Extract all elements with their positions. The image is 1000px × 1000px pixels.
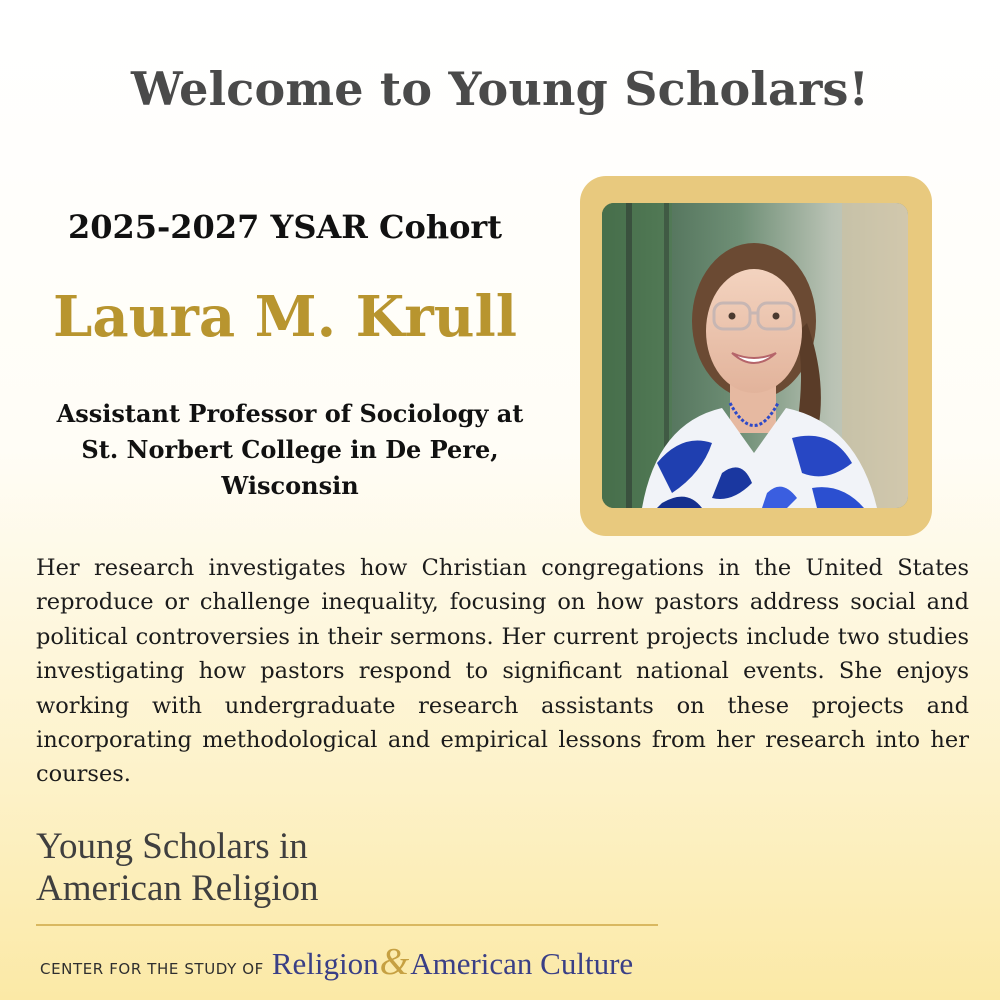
center-culture-text: American Culture: [410, 946, 634, 981]
portrait-photo: [602, 203, 908, 508]
page-title: Welcome to Young Scholars!: [131, 62, 869, 116]
scholar-bio: Her research investigates how Christian congregations in the United States reproduce or challenge inequality, focusing on how pastors address social and political controversies in their sermons. Her current projects include two studies investigating how pastors respond to significant national events. She enjoys working with undergraduate research assistants on these projects and incorporating methodological and empirical lessons from her research into her courses.: [36, 555, 969, 788]
footer-divider: [36, 924, 658, 926]
cohort-label: 2025-2027 YSAR Cohort: [67, 208, 503, 246]
program-name: [36, 826, 556, 910]
scholar-position: Assistant Professor of Sociology at St. Norbert College in De Pere, Wisconsin: [56, 399, 524, 500]
center-ampersand: &: [379, 941, 410, 983]
center-religion-text: Religion: [271, 946, 379, 981]
portrait-frame: [580, 176, 932, 536]
scholar-name: Laura M. Krull: [52, 284, 518, 350]
program-name-line-2: American Religion: [36, 868, 319, 909]
center-logo: [40, 940, 680, 983]
center-prefix-text: CENTER FOR THE STUDY OF: [40, 960, 264, 978]
program-name-line-1: Young Scholars in: [36, 826, 308, 867]
